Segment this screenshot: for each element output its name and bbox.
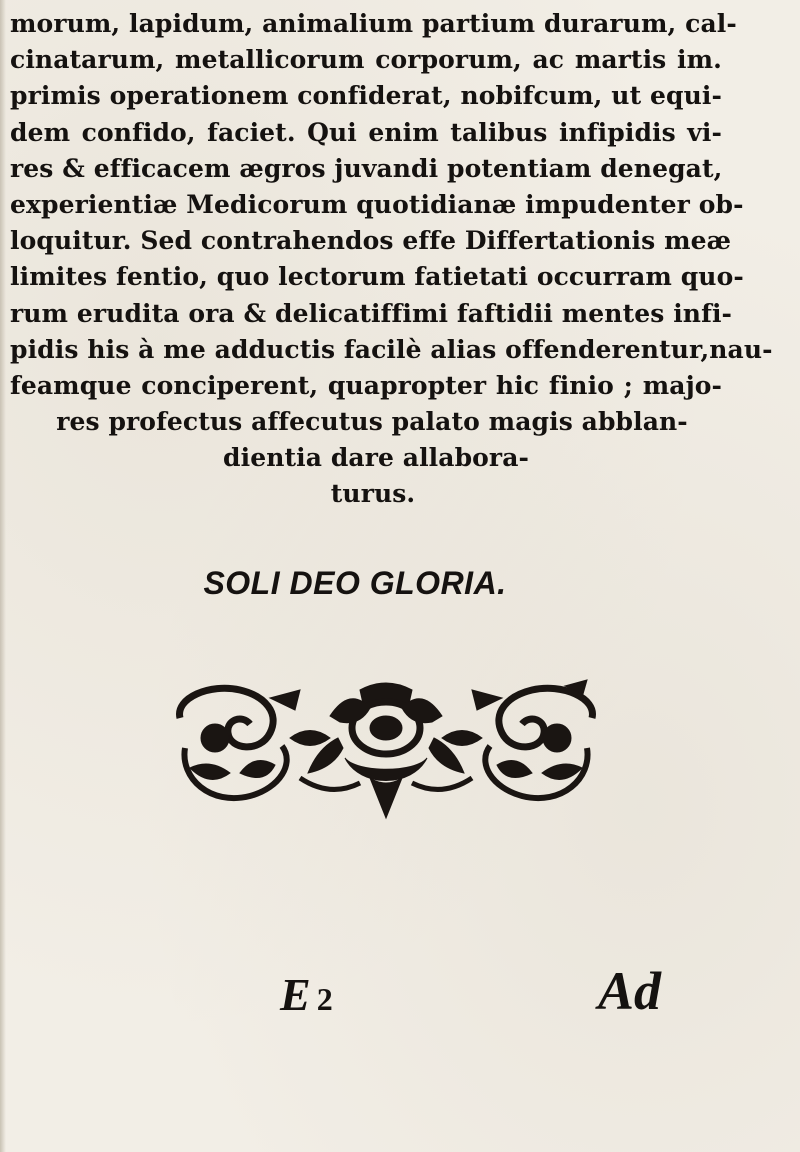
text-line: experientiæ Medicorum quotidianæ impudenter ob- bbox=[10, 189, 744, 219]
text-line: cinatarum, metallicorum corporum, ac martis im. bbox=[10, 45, 722, 75]
text-line: pidis his à me adductis facilè alias offenderentur,nau- bbox=[10, 334, 773, 364]
text-line: rum erudita ora & delicatiffimi faftidii mentes infi- bbox=[10, 298, 733, 328]
woodcut-ornament bbox=[170, 678, 602, 828]
signature-letter: E bbox=[280, 969, 311, 1020]
text-line: res profectus affecutus palato magis abblan- bbox=[56, 407, 688, 437]
catchword: Ad bbox=[598, 961, 662, 1021]
text-line: morum, lapidum, animalium partium durarum, cal- bbox=[10, 9, 737, 38]
text-line: feamque conciperent, quapropter hic finio ; majo- bbox=[10, 370, 722, 400]
signature-mark bbox=[280, 968, 333, 1021]
right-scroll-ornament bbox=[472, 680, 592, 798]
text-line: loquitur. Sed contrahendos effe Differtationis meæ bbox=[10, 226, 732, 256]
left-scroll-ornament bbox=[180, 688, 300, 798]
text-line: dientia dare allabora- bbox=[223, 443, 529, 473]
text-line: res & efficacem ægros juvandi potentiam denegat, bbox=[10, 153, 723, 183]
closing-motto: SOLI DEO GLORIA. bbox=[203, 565, 507, 601]
text-line: limites fentio, quo lectorum fatietati occurram quo- bbox=[10, 262, 744, 292]
text-line: dem confido, faciet. Qui enim talibus infipidis vi- bbox=[10, 117, 722, 147]
signature-number: 2 bbox=[316, 981, 333, 1017]
central-figure-ornament bbox=[308, 683, 464, 818]
body-text bbox=[10, 6, 773, 513]
text-line: turus. bbox=[330, 479, 416, 509]
text-line: primis operationem confiderat, nobifcum, ut equi- bbox=[10, 81, 722, 111]
